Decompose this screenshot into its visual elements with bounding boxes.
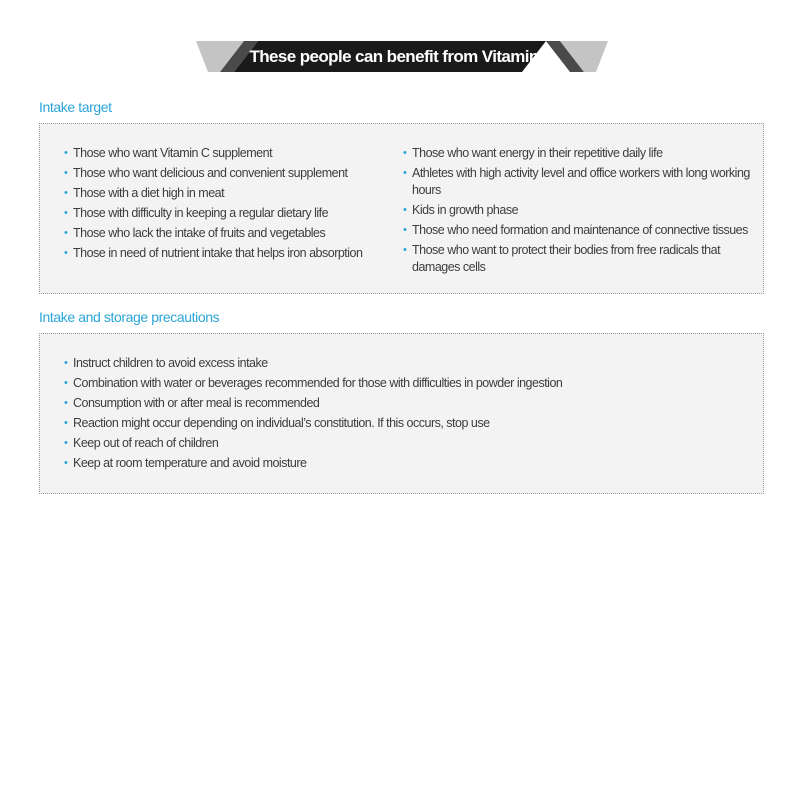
bullet-icon: • [403,244,407,256]
bullet-icon: • [403,224,407,236]
list-item: • Consumption with or after meal is recommended [64,396,320,410]
bullet-icon: • [403,167,407,179]
intake-target-heading: Intake target [39,99,112,115]
list-item: • Those who want delicious and convenient supplement [64,166,348,180]
bullet-icon: • [64,457,68,469]
list-item: • Combination with water or beverages recommended for those with difficulties in powder ingestion [64,376,563,390]
list-item: • Athletes with high activity level and office workers with long working hours [403,166,750,197]
list-item: • Those who want to protect their bodies from free radicals that damages cells [403,243,721,274]
bullet-icon: • [64,397,68,409]
precautions-box [39,333,764,494]
bullet-icon: • [64,377,68,389]
precautions-heading: Intake and storage precautions [39,309,220,325]
list-item: • Keep out of reach of children [64,436,219,450]
precautions-list [64,355,744,475]
bullet-icon: • [64,147,68,159]
bullet-icon: • [64,417,68,429]
list-item: • Instruct children to avoid excess intake [64,356,268,370]
bullet-icon: • [403,204,407,216]
list-item: • Kids in growth phase [403,203,519,217]
bullet-icon: • [64,167,68,179]
intake-target-left-list [64,145,384,265]
bullet-icon: • [64,227,68,239]
intake-target-box [39,123,764,294]
list-item: • Those with difficulty in keeping a regular dietary life [64,206,329,220]
bullet-icon: • [64,437,68,449]
list-item: • Reaction might occur depending on individual’s constitution. If this occurs, stop use [64,416,490,430]
bullet-icon: • [403,147,407,159]
banner-title: These people can benefit from Vitamin C [249,47,555,66]
bullet-icon: • [64,187,68,199]
intake-target-right-list [403,145,753,279]
bullet-icon: • [64,247,68,259]
list-item: • Those with a diet high in meat [64,186,225,200]
bullet-icon: • [64,207,68,219]
list-item: • Those who want Vitamin C supplement [64,146,273,160]
list-item: • Those who want energy in their repetitive daily life [403,146,663,160]
list-item: • Keep at room temperature and avoid moisture [64,456,307,470]
bullet-icon: • [64,357,68,369]
title-banner [196,41,608,72]
list-item: • Those who lack the intake of fruits and vegetables [64,226,326,240]
list-item: • Those in need of nutrient intake that helps iron absorption [64,246,363,260]
list-item: • Those who need formation and maintenance of connective tissues [403,223,748,237]
